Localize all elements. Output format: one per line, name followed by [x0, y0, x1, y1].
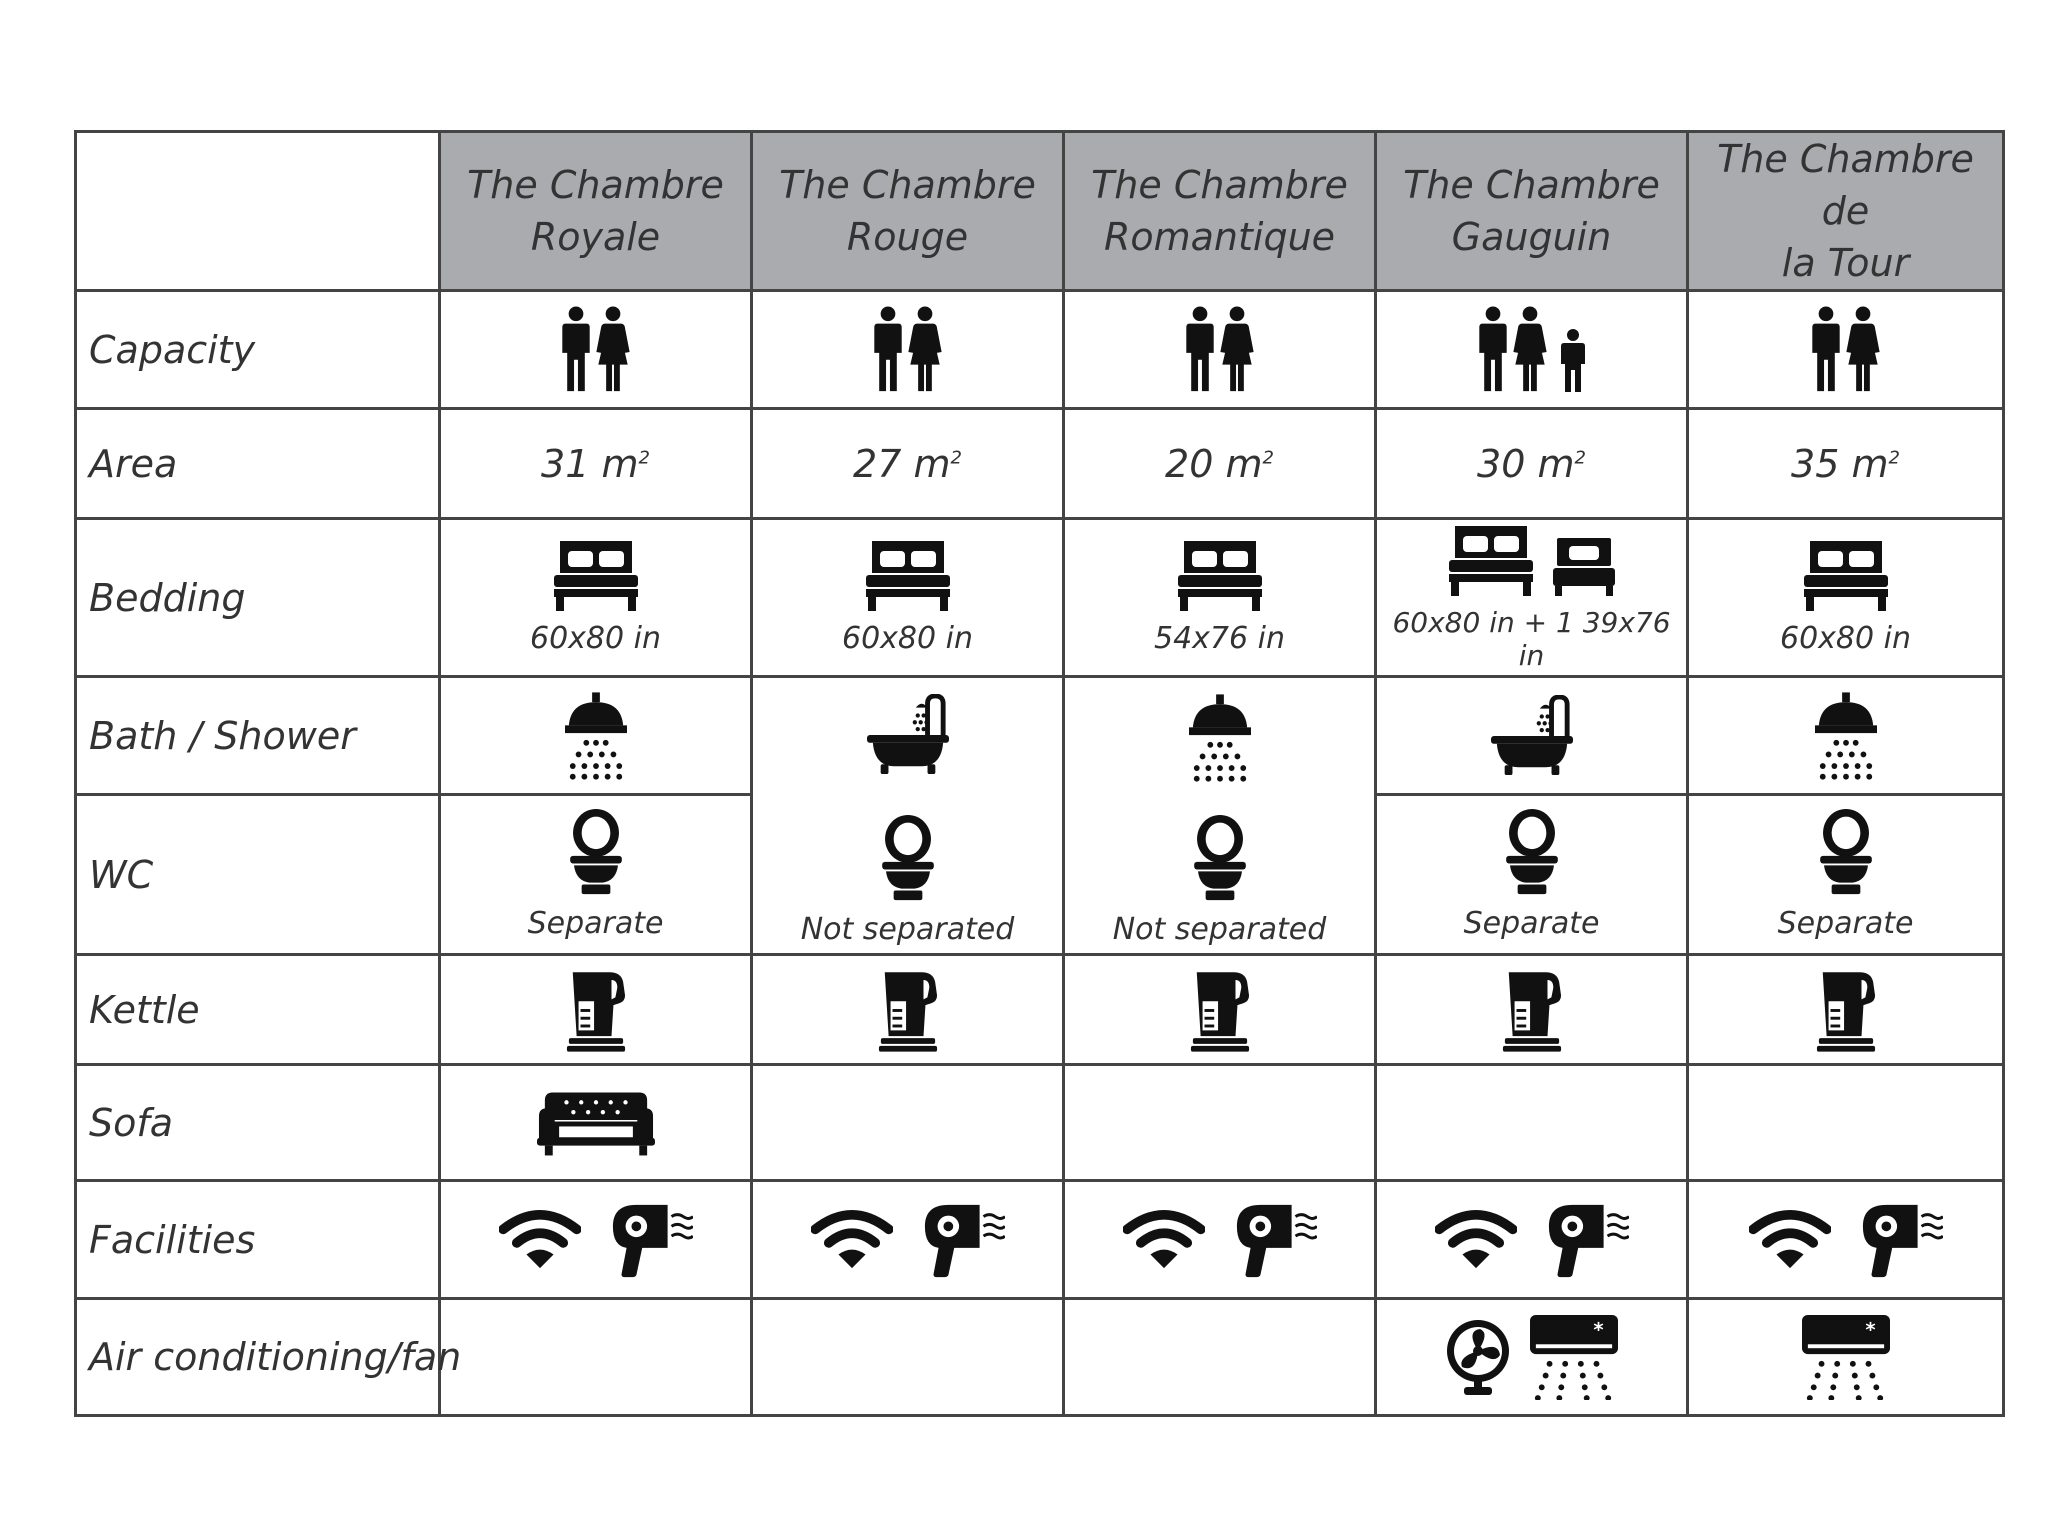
- aircon-romantique: [1064, 1299, 1376, 1416]
- hair-dryer-icon: [921, 1202, 1005, 1278]
- kettle-icon: [1815, 968, 1877, 1052]
- man-icon: [1811, 306, 1841, 394]
- kettle-royale: [440, 955, 752, 1065]
- room-header-royale: The Chambre Royale: [440, 132, 752, 291]
- facilities-gauguin: [1376, 1181, 1688, 1299]
- double-bed-icon: [866, 539, 950, 611]
- child-icon: [1560, 328, 1586, 394]
- area-gauguin: [1376, 409, 1688, 519]
- aircon-royale: [440, 1299, 752, 1416]
- facilities-rouge: [752, 1181, 1064, 1299]
- row-label-capacity: Capacity: [76, 291, 440, 409]
- area-unit-exp: 2: [1262, 446, 1274, 468]
- kettle-icon: [877, 968, 939, 1052]
- man-icon: [1478, 306, 1508, 394]
- double-bed-icon: [1804, 539, 1888, 611]
- woman-icon: [1845, 306, 1881, 394]
- area-unit-exp: 2: [1888, 446, 1900, 468]
- kettle-icon: [1189, 968, 1251, 1052]
- kettle-icon: [565, 968, 627, 1052]
- kettle-tour: [1688, 955, 2004, 1065]
- room-header-rouge: The Chambre Rouge: [752, 132, 1064, 291]
- woman-icon: [1219, 306, 1255, 394]
- row-label-sofa: Sofa: [76, 1065, 440, 1181]
- hair-dryer-icon: [1233, 1202, 1317, 1278]
- wc-type: Separate: [1463, 906, 1600, 941]
- woman-icon: [595, 306, 631, 394]
- bedding-romantique: [1064, 519, 1376, 677]
- bedding-royale: [440, 519, 752, 677]
- wifi-icon: [1435, 1210, 1517, 1270]
- hair-dryer-icon: [1545, 1202, 1629, 1278]
- area-row: [76, 409, 2004, 519]
- row-label-aircon: Air conditioning/fan: [76, 1299, 440, 1416]
- capacity-row: [76, 291, 2004, 409]
- bed-size: 60x80 in + 1 39x76 in: [1392, 605, 1671, 672]
- wc-gauguin: [1376, 795, 1688, 955]
- toilet-icon: [882, 814, 934, 902]
- sofa-gauguin: [1376, 1065, 1688, 1181]
- wifi-icon: [1123, 1210, 1205, 1270]
- kettle-gauguin: [1376, 955, 1688, 1065]
- bed-size: 60x80 in: [1780, 621, 1911, 656]
- sofa-icon: [537, 1090, 655, 1156]
- wc-type: Separate: [1777, 906, 1914, 941]
- wifi-icon: [1749, 1210, 1831, 1270]
- facilities-royale: [440, 1181, 752, 1299]
- wc-type: Not separated: [800, 912, 1015, 947]
- bedding-row: [76, 519, 2004, 677]
- capacity-rouge: [752, 291, 1064, 409]
- area-value: 31 m: [541, 441, 639, 486]
- room-header-tour: The Chambre de la Tour: [1688, 132, 2004, 291]
- aircon-rouge: [752, 1299, 1064, 1416]
- bedding-tour: [1688, 519, 2004, 677]
- sofa-romantique: [1064, 1065, 1376, 1181]
- row-label-wc: WC: [76, 795, 440, 955]
- area-value: 27 m: [853, 441, 951, 486]
- kettle-romantique: [1064, 955, 1376, 1065]
- fan-icon: [1446, 1319, 1510, 1395]
- corner-cell: [76, 132, 440, 291]
- bed-size: 54x76 in: [1154, 621, 1285, 656]
- facilities-tour: [1688, 1181, 2004, 1299]
- kettle-icon: [1501, 968, 1563, 1052]
- shower-icon: [565, 692, 627, 780]
- capacity-gauguin: [1376, 291, 1688, 409]
- single-bed-icon: [1553, 536, 1615, 596]
- wc-tour: [1688, 795, 2004, 955]
- toilet-icon: [1194, 814, 1246, 902]
- bath-wc-romantique: [1064, 677, 1376, 955]
- double-bed-icon: [554, 539, 638, 611]
- row-label-facilities: Facilities: [76, 1181, 440, 1299]
- man-icon: [873, 306, 903, 394]
- facilities-row: [76, 1181, 2004, 1299]
- aircon-row: [76, 1299, 2004, 1416]
- row-label-kettle: Kettle: [76, 955, 440, 1065]
- area-value: 35 m: [1791, 441, 1889, 486]
- toilet-icon: [1506, 808, 1558, 896]
- aircon-gauguin: [1376, 1299, 1688, 1416]
- wifi-icon: [811, 1210, 893, 1270]
- hair-dryer-icon: [609, 1202, 693, 1278]
- wc-royale: [440, 795, 752, 955]
- man-icon: [561, 306, 591, 394]
- row-label-area: Area: [76, 409, 440, 519]
- shower-icon: [1189, 694, 1251, 782]
- sofa-tour: [1688, 1065, 2004, 1181]
- bath-wc-rouge: [752, 677, 1064, 955]
- toilet-icon: [1820, 808, 1872, 896]
- woman-icon: [1512, 306, 1548, 394]
- row-label-bath: Bath / Shower: [76, 677, 440, 795]
- bathtub-icon: [866, 694, 950, 776]
- wifi-icon: [499, 1210, 581, 1270]
- toilet-icon: [570, 808, 622, 896]
- bath-row: [76, 677, 2004, 795]
- row-label-bedding: Bedding: [76, 519, 440, 677]
- sofa-rouge: [752, 1065, 1064, 1181]
- bedding-rouge: [752, 519, 1064, 677]
- hair-dryer-icon: [1859, 1202, 1943, 1278]
- facilities-romantique: [1064, 1181, 1376, 1299]
- bed-size: 60x80 in: [842, 621, 973, 656]
- shower-icon: [1815, 692, 1877, 780]
- kettle-rouge: [752, 955, 1064, 1065]
- capacity-tour: [1688, 291, 2004, 409]
- bathtub-icon: [1490, 695, 1574, 777]
- area-value: 30 m: [1477, 441, 1575, 486]
- room-comparison-table: [74, 130, 2005, 1417]
- area-unit-exp: 2: [1574, 446, 1586, 468]
- air-conditioner-icon: [1530, 1314, 1618, 1400]
- header-row: [76, 132, 2004, 291]
- capacity-royale: [440, 291, 752, 409]
- area-tour: [1688, 409, 2004, 519]
- wc-type: Not separated: [1112, 912, 1327, 947]
- bath-tour: [1688, 677, 2004, 795]
- room-header-gauguin: The Chambre Gauguin: [1376, 132, 1688, 291]
- man-icon: [1185, 306, 1215, 394]
- bath-royale: [440, 677, 752, 795]
- area-royale: [440, 409, 752, 519]
- double-bed-icon: [1178, 539, 1262, 611]
- sofa-royale: [440, 1065, 752, 1181]
- aircon-tour: [1688, 1299, 2004, 1416]
- area-romantique: [1064, 409, 1376, 519]
- room-header-romantique: The Chambre Romantique: [1064, 132, 1376, 291]
- wc-type: Separate: [527, 906, 664, 941]
- woman-icon: [907, 306, 943, 394]
- sofa-row: [76, 1065, 2004, 1181]
- capacity-romantique: [1064, 291, 1376, 409]
- area-value: 20 m: [1165, 441, 1263, 486]
- area-unit-exp: 2: [638, 446, 650, 468]
- area-unit-exp: 2: [950, 446, 962, 468]
- bath-gauguin: [1376, 677, 1688, 795]
- kettle-row: [76, 955, 2004, 1065]
- double-bed-icon: [1449, 524, 1533, 596]
- bed-size: 60x80 in: [530, 621, 661, 656]
- bedding-gauguin: [1376, 519, 1688, 677]
- area-rouge: [752, 409, 1064, 519]
- air-conditioner-icon: [1802, 1314, 1890, 1400]
